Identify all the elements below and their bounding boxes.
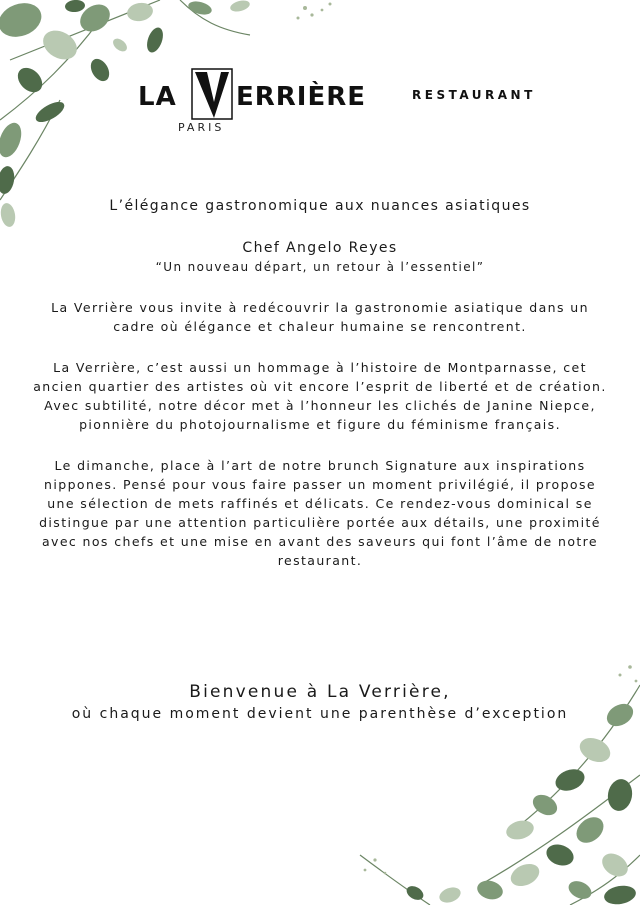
paragraph-brunch: Le dimanche, place à l’art de notre brunch Signature aux inspirations nippones. Pensé pour vous faire passer un moment privilégié, il propose une sélection de mets raffinés et délicats. Ce rendez-vous dominical se distingue par une attention particulière portée aux détails, une proximité avec nos chefs et une mise en avant des saveurs qui font l’âme de notre restaurant. (39, 458, 601, 568)
logo-city: PARIS (178, 121, 225, 134)
logo-v-mark-icon (191, 68, 233, 120)
logo-text-la: LA (138, 82, 177, 112)
la-verriere-logo (138, 66, 378, 136)
paragraph-montparnasse: La Verrière, c’est aussi un hommage à l’histoire de Montparnasse, cet ancien quartier des artistes où vit encore l’esprit de liberté et de création. Avec subtilité, notre décor met à l’honneur les clichés de Janine Niepce, pionnière du photojournalisme et figure du féminisme français. (33, 360, 607, 432)
chef-name: Chef Angelo Reyes (242, 240, 398, 256)
paragraph-intro: La Verrière vous invite à redécouvrir la gastronomie asiatique dans un cadre où élégance et chaleur humaine se rencontrent. (51, 300, 589, 334)
chef-quote: “Un nouveau départ, un retour à l’essentiel” (155, 260, 485, 274)
restaurant-label: RESTAURANT (412, 88, 536, 102)
main-content (30, 198, 610, 570)
tagline: L’élégance gastronomique aux nuances asiatiques (109, 198, 531, 214)
logo-text-erriere: ERRIÈRE (236, 82, 367, 112)
closing-subtitle: où chaque moment devient une parenthèse d’exception (71, 706, 569, 722)
header (0, 66, 640, 146)
closing-section (30, 682, 610, 722)
closing-title: Bienvenue à La Verrière, (189, 682, 451, 702)
